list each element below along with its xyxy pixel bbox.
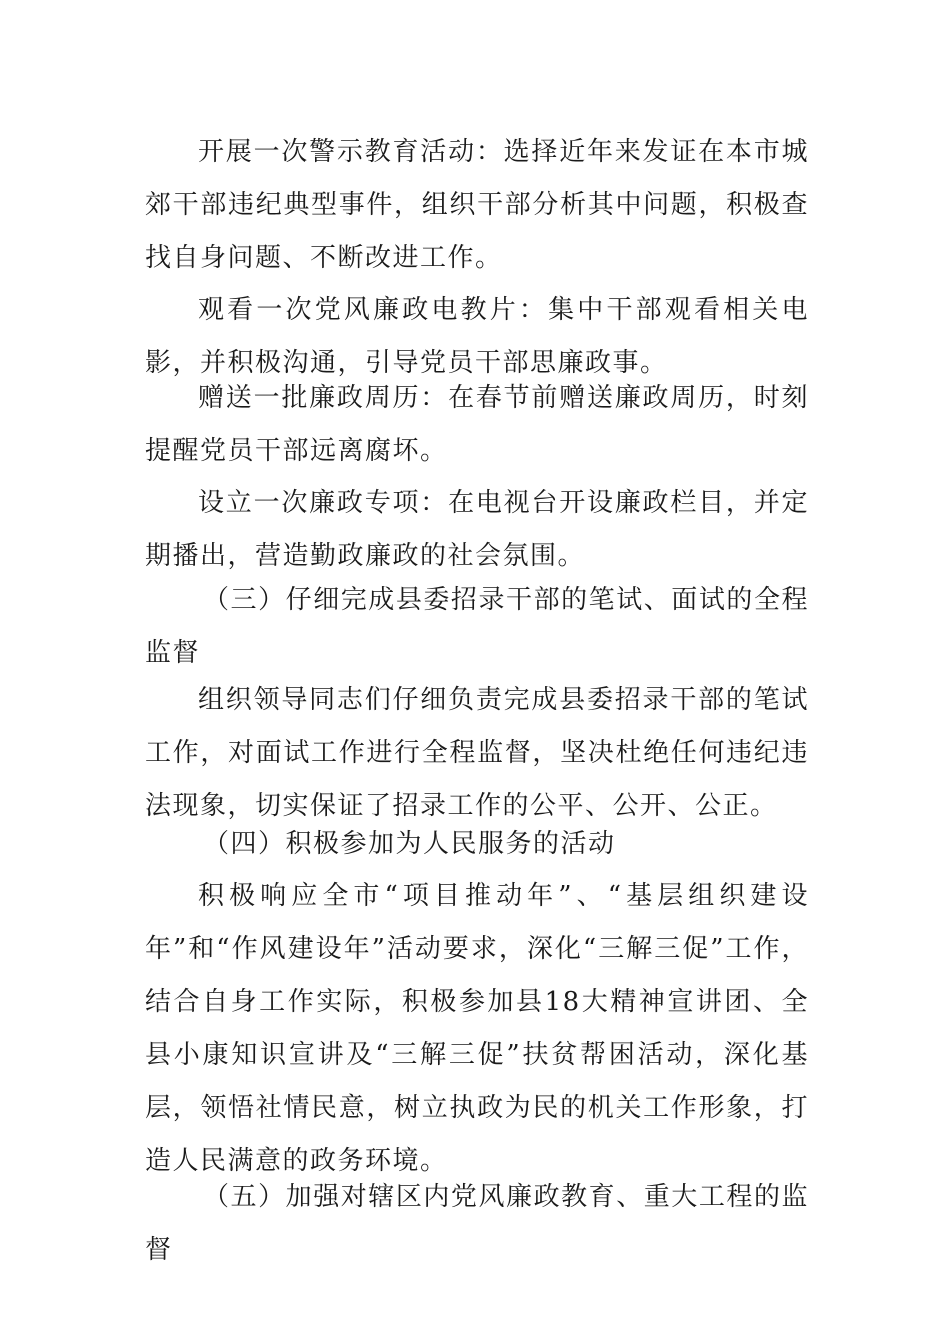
section-heading-3: （三）仔细完成县委招录干部的笔试、面试的全程监督 bbox=[145, 585, 809, 668]
paragraph-tv-program: 设立一次廉政专项：在电视台开设廉政栏目，并定期播出，营造勤政廉政的社会氛围。 bbox=[145, 488, 809, 571]
paragraph-recruitment-supervision: 组织领导同志们仔细负责完成县委招录干部的笔试工作，对面试工作进行全程监督，坚决杜绝任何违纪违法现象，切实保证了招录工作的公平、公开、公正。 bbox=[145, 685, 809, 821]
paragraph-gift-calendar: 赠送一批廉政周历：在春节前赠送廉政周历，时刻提醒党员干部远离腐坏。 bbox=[145, 383, 809, 466]
section-heading-5: （五）加强对辖区内党风廉政教育、重大工程的监督 bbox=[145, 1182, 809, 1265]
paragraph-watch-film: 观看一次党风廉政电教片：集中干部观看相关电影，并积极沟通，引导党员干部思廉政事。 bbox=[145, 295, 809, 378]
paragraph-service-activities: 积极响应全市“项目推动年”、“基层组织建设年”和“作风建设年”活动要求，深化“三解三促”工作，结合自身工作实际，积极参加县18大精神宣讲团、全县小康知识宣讲及“三解三促”扶贫帮困活动，深化基层，领悟社情民意，树立执政为民的机关工作形象，打造人民满意的政务环境。 bbox=[145, 881, 809, 1176]
section-heading-4: （四）积极参加为人民服务的活动 bbox=[203, 829, 616, 859]
paragraph-warning-education: 开展一次警示教育活动：选择近年来发证在本市城郊干部违纪典型事件，组织干部分析其中问题，积极查找自身问题、不断改进工作。 bbox=[145, 137, 809, 273]
